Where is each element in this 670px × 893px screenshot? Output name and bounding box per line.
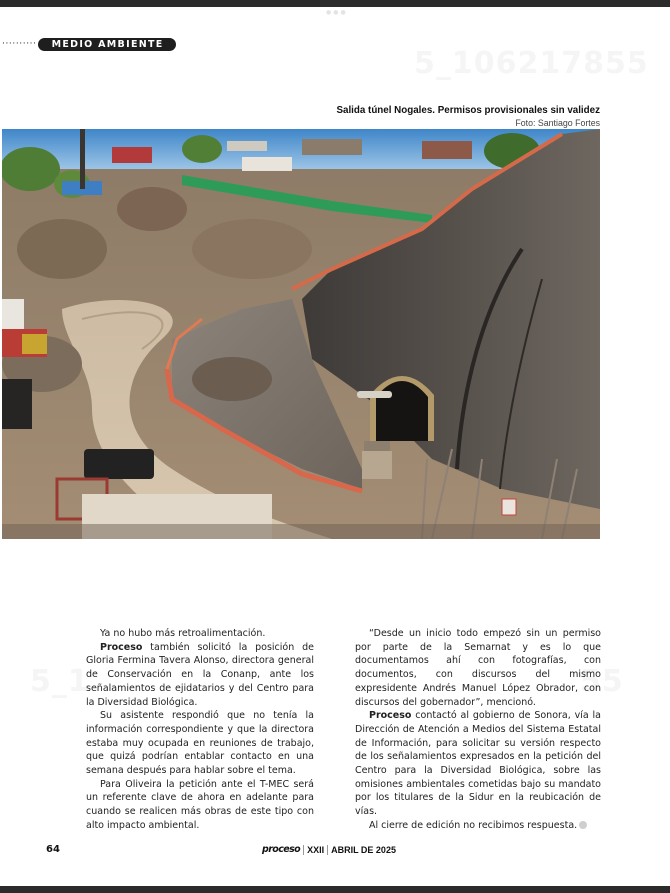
section-label: MEDIO AMBIENTE [38, 38, 176, 51]
footer-masthead [262, 844, 396, 855]
article-column-2 [355, 627, 601, 833]
paragraph-text: “Desde un inicio todo empezó sin un permiso por parte de la Semarnat y es lo que documentamos ahí con fotografías, con documentos, con discursos del mismo expresidente Andrés Manuel López Obrador, con discursos del gobernador”, mencionó. [355, 628, 601, 708]
paragraph-text: Su asistente respondió que no tenía la información correspondiente y que la directora estaba muy ocupada en reuniones de trabajo, que quizá podrían entablar contacto en una semana después para hablar sobre el tema. [86, 710, 314, 777]
watermark-left: 5_1 [30, 664, 90, 699]
section-dots: ·········· [2, 39, 37, 49]
article-photo [2, 129, 600, 539]
paragraph [86, 778, 314, 833]
issue-date: ABRIL DE 2025 [331, 844, 396, 855]
paragraph [86, 709, 314, 778]
paragraph [355, 819, 601, 833]
article-column-1 [86, 627, 314, 833]
photo-illustration [2, 129, 600, 539]
paragraph-text: Al cierre de edición no recibimos respuesta. [369, 819, 578, 831]
issue-number: XXII [307, 844, 325, 855]
end-of-article-icon [579, 821, 587, 829]
paragraph-text: contactó al gobierno de Sonora, vía la Dirección de Atención a Medios del Sistema Estatal de Información, para solicitar su versión respecto de los señalamientos expresados en la petición del Centro para la Diversidad Biológica, sobre las omisiones ambientales cometidas bajo su mandato por los titulares de la Sidur en la reubicación de vías. [355, 710, 601, 818]
top-bar [0, 0, 670, 7]
paragraph [86, 641, 314, 710]
paragraph [86, 627, 314, 641]
watermark: 5_106217855 [414, 46, 649, 81]
paragraph-text: Ya no hubo más retroalimentación. [100, 628, 266, 639]
drag-handle-dots: ●●● [326, 9, 348, 16]
paragraph-lead: Proceso [100, 641, 143, 653]
bottom-bar [0, 886, 670, 893]
page-number: 64 [46, 844, 60, 855]
caption-title: Salida túnel Nogales. Permisos provisionales sin validez [336, 105, 600, 116]
divider [327, 845, 328, 855]
section-tag [2, 38, 176, 51]
photo-caption [336, 105, 600, 129]
paragraph-lead: Proceso [369, 710, 412, 722]
paragraph-text: también solicitó la posición de Gloria Fermina Tavera Alonso, directora general de Conservación en la Conanp, ante los señalamientos de ejidatarios y del Centro para la Diversidad Biológica. [86, 641, 314, 708]
paragraph-text: Para Oliveira la petición ante el T-MEC será un referente clave de ahora en adelante para cuando se realicen más obras de este tipo con alto impacto ambiental. [86, 778, 314, 831]
paragraph [355, 709, 601, 819]
watermark-right: 55 [580, 664, 624, 699]
caption-credit: Foto: Santiago Fortes [515, 118, 600, 128]
brand-logo: proceso [262, 844, 301, 855]
divider [303, 845, 304, 855]
paragraph [355, 627, 601, 709]
